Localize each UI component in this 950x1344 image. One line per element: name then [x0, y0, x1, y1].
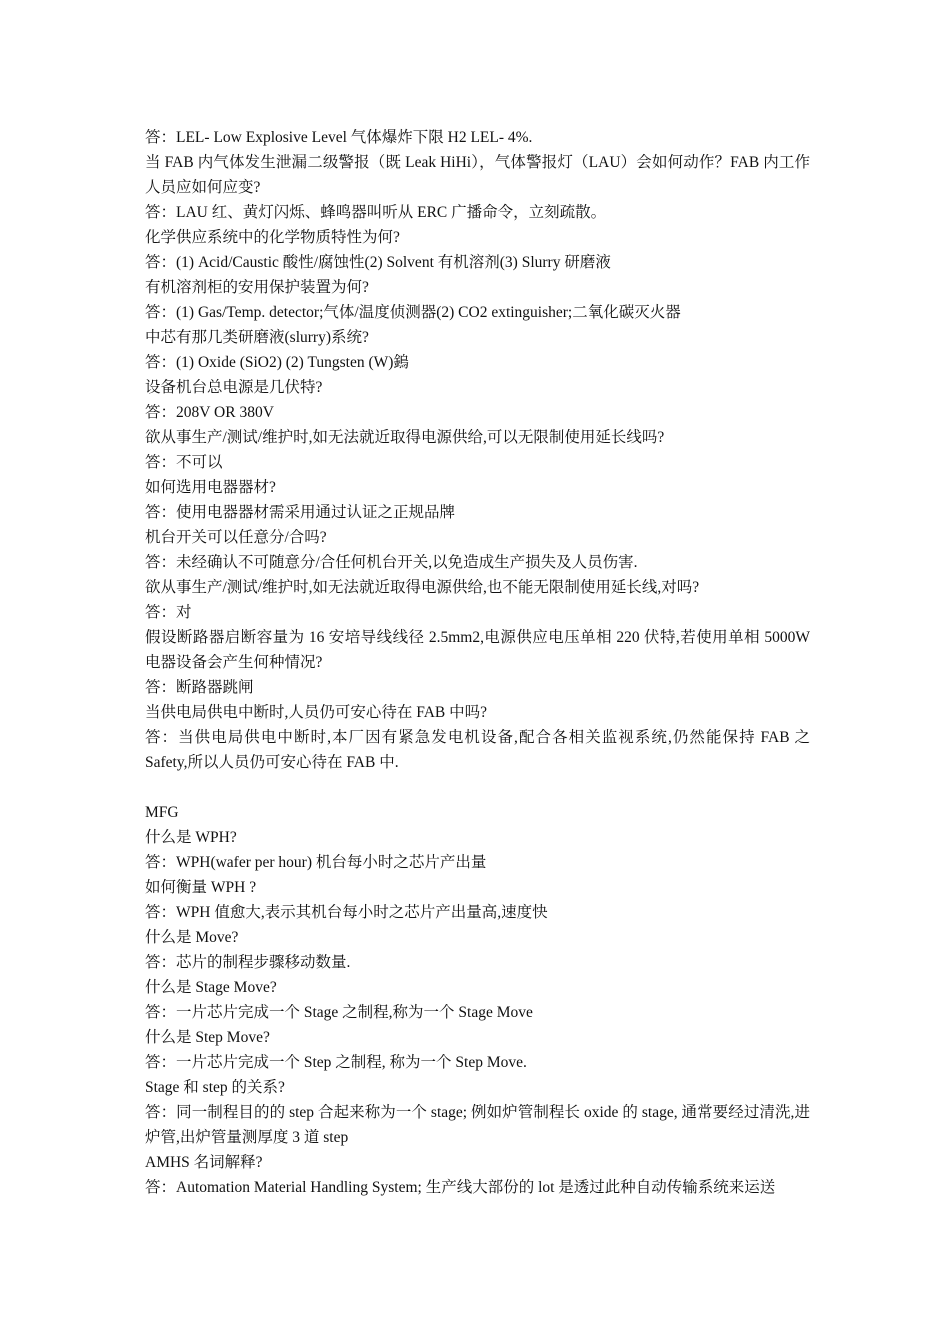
answer-stage-move: 答：一片芯片完成一个 Stage 之制程,称为一个 Stage Move — [145, 1004, 533, 1021]
answer-gas-leak-alarm: 答：LAU 红、黄灯闪烁、蜂鸣器叫听从 ERC 广播命令，立刻疏散。 — [145, 204, 607, 221]
answer-solvent-cabinet: 答：(1) Gas/Temp. detector;气体/温度侦测器(2) CO2 extinguisher;二氧化碳灭火器 — [145, 304, 681, 321]
answer-measure-wph: 答：WPH 值愈大,表示其机台每小时之芯片产出量高,速度快 — [145, 904, 548, 921]
question-move: 什么是 Move? — [145, 929, 239, 946]
answer-extension-cord-confirm: 答：对 — [145, 604, 192, 621]
answer-main-voltage: 答：208V OR 380V — [145, 404, 274, 421]
answer-step-move: 答：一片芯片完成一个 Step 之制程, 称为一个 Step Move. — [145, 1054, 527, 1071]
answer-lel: 答：LEL- Low Explosive Level 气体爆炸下限 H2 LEL- 4%. — [145, 129, 533, 146]
answer-stage-step-relation: 答：同一制程目的的 step 合起来称为一个 stage; 例如炉管制程长 oxide 的 stage, 通常要经过清洗,进炉管,出炉管量测厚度 3 道 step — [145, 1104, 810, 1146]
question-main-voltage: 设备机台总电源是几伏特? — [145, 379, 323, 396]
question-breaker-capacity: 假设断路器启断容量为 16 安培导线线径 2.5mm2,电源供应电压单相 220 伏特,若使用单相 5000W 电器设备会产生何种情况? — [145, 629, 810, 671]
answer-slurry-systems: 答：(1) Oxide (SiO2) (2) Tungsten (W)鎢 — [145, 354, 409, 371]
section-heading-mfg: MFG — [145, 804, 179, 821]
answer-extension-cord: 答：不可以 — [145, 454, 223, 471]
answer-electrical-equipment: 答：使用电器器材需采用通过认证之正规品牌 — [145, 504, 456, 521]
question-electrical-equipment: 如何选用电器器材? — [145, 479, 276, 496]
question-stage-move: 什么是 Stage Move? — [145, 979, 277, 996]
question-slurry-systems: 中芯有那几类研磨液(slurry)系统? — [145, 329, 369, 346]
question-gas-leak-alarm: 当 FAB 内气体发生泄漏二级警报（既 Leak HiHi），气体警报灯（LAU）会如何动作？FAB 内工作人员应如何应变? — [145, 154, 810, 196]
question-power-outage: 当供电局供电中断时,人员仍可安心待在 FAB 中吗? — [145, 704, 488, 721]
answer-amhs: 答：Automation Material Handling System; 生产线大部份的 lot 是透过此种自动传输系统来运送 — [145, 1179, 776, 1196]
answer-move: 答：芯片的制程步骤移动数量. — [145, 954, 351, 971]
blank-line — [145, 775, 810, 800]
question-extension-cord: 欲从事生产/测试/维护时,如无法就近取得电源供给,可以无限制使用延长线吗? — [145, 429, 665, 446]
answer-chemical-properties: 答：(1) Acid/Caustic 酸性/腐蚀性(2) Solvent 有机溶剂(3) Slurry 研磨液 — [145, 254, 611, 271]
answer-wph: 答：WPH(wafer per hour) 机台每小时之芯片产出量 — [145, 854, 487, 871]
answer-breaker-capacity: 答：断路器跳闸 — [145, 679, 254, 696]
answer-power-outage: 答：当供电局供电中断时,本厂因有紧急发电机设备,配合各相关监视系统,仍然能保持 FAB 之 Safety,所以人员仍可安心待在 FAB 中. — [145, 729, 810, 771]
question-machine-switch: 机台开关可以任意分/合吗? — [145, 529, 327, 546]
question-measure-wph: 如何衡量 WPH ? — [145, 879, 257, 896]
question-step-move: 什么是 Step Move? — [145, 1029, 270, 1046]
question-wph: 什么是 WPH? — [145, 829, 237, 846]
question-stage-step-relation: Stage 和 step 的关系? — [145, 1079, 285, 1096]
question-extension-cord-confirm: 欲从事生产/测试/维护时,如无法就近取得电源供给,也不能无限制使用延长线,对吗? — [145, 579, 700, 596]
document-body — [145, 125, 810, 1200]
question-chemical-properties: 化学供应系统中的化学物质特性为何? — [145, 229, 400, 246]
question-solvent-cabinet: 有机溶剂柜的安用保护装置为何? — [145, 279, 369, 296]
answer-machine-switch: 答：未经确认不可随意分/合任何机台开关,以免造成生产损失及人员伤害. — [145, 554, 638, 571]
question-amhs: AMHS 名词解释? — [145, 1154, 263, 1171]
